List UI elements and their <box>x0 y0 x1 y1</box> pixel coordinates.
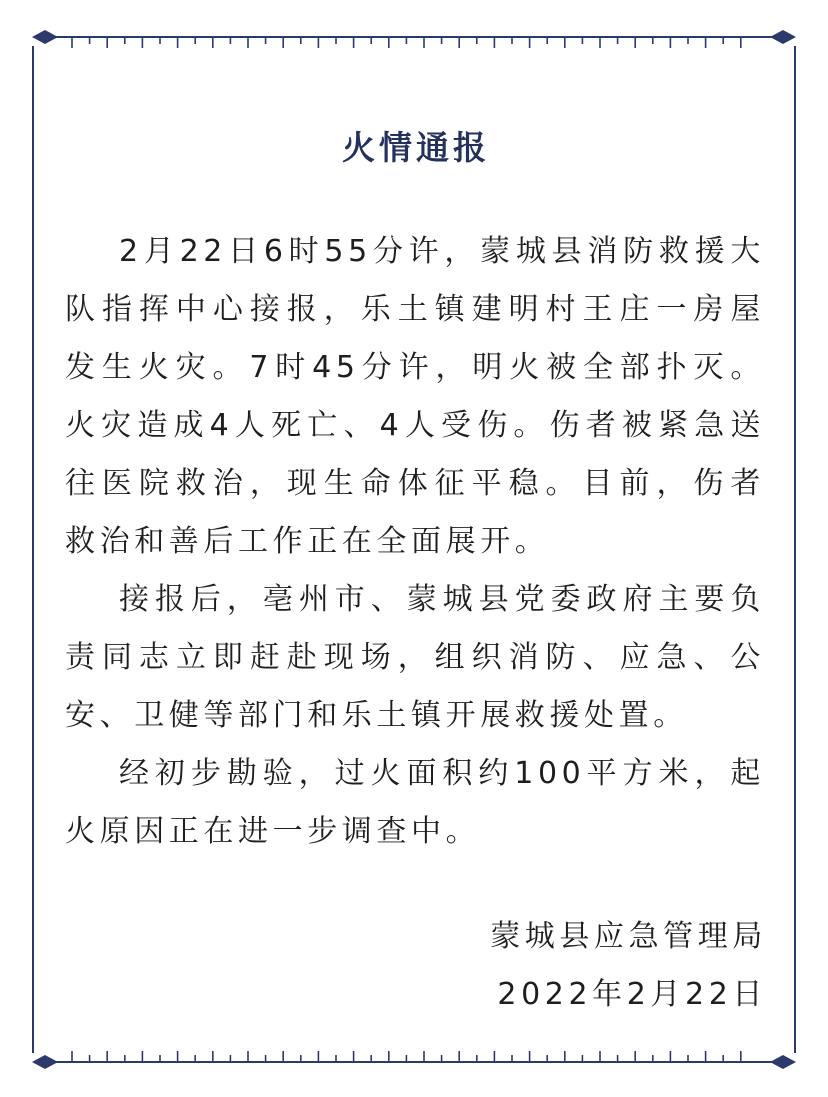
text-line: 经初步勘验，过火面积约100平方米，起 <box>119 756 765 791</box>
issuing-organization: 蒙城县应急管理局 <box>490 919 767 954</box>
text-line: 责同志立即赶赴现场，组织消防、应急、公 <box>65 640 765 675</box>
corner-diamond-ornament <box>32 30 58 44</box>
notice-body <box>65 223 765 861</box>
text-line: 火灾造成4人死亡、4人受伤。伤者被紧急送 <box>65 408 765 443</box>
text-line: 队指挥中心接报，乐土镇建明村王庄一房屋 <box>65 292 765 327</box>
text-line: 2月22日6时55分许，蒙城县消防救援大 <box>119 234 765 269</box>
notice-title: 火情通报 <box>342 128 490 167</box>
paragraph <box>65 223 765 571</box>
text-line: 火原因正在进一步调查中。 <box>65 814 481 849</box>
text-line: 往医院救治，现生命体征平稳。目前，伤者 <box>65 466 765 501</box>
text-line: 救治和善后工作正在全面展开。 <box>65 524 550 559</box>
text-line: 接报后，亳州市、蒙城县党委政府主要负 <box>119 582 765 617</box>
paragraph <box>65 745 765 861</box>
paragraph <box>65 571 765 745</box>
signature-block <box>367 908 767 1024</box>
corner-diamond-ornament <box>770 1055 796 1069</box>
corner-diamond-ornament <box>32 1055 58 1069</box>
text-line: 发生火灾。7时45分许，明火被全部扑灭。 <box>65 350 765 385</box>
corner-diamond-ornament <box>770 30 796 44</box>
issue-date: 2022年2月22日 <box>497 977 767 1012</box>
text-line: 安、卫健等部门和乐土镇开展救援处置。 <box>65 698 688 733</box>
